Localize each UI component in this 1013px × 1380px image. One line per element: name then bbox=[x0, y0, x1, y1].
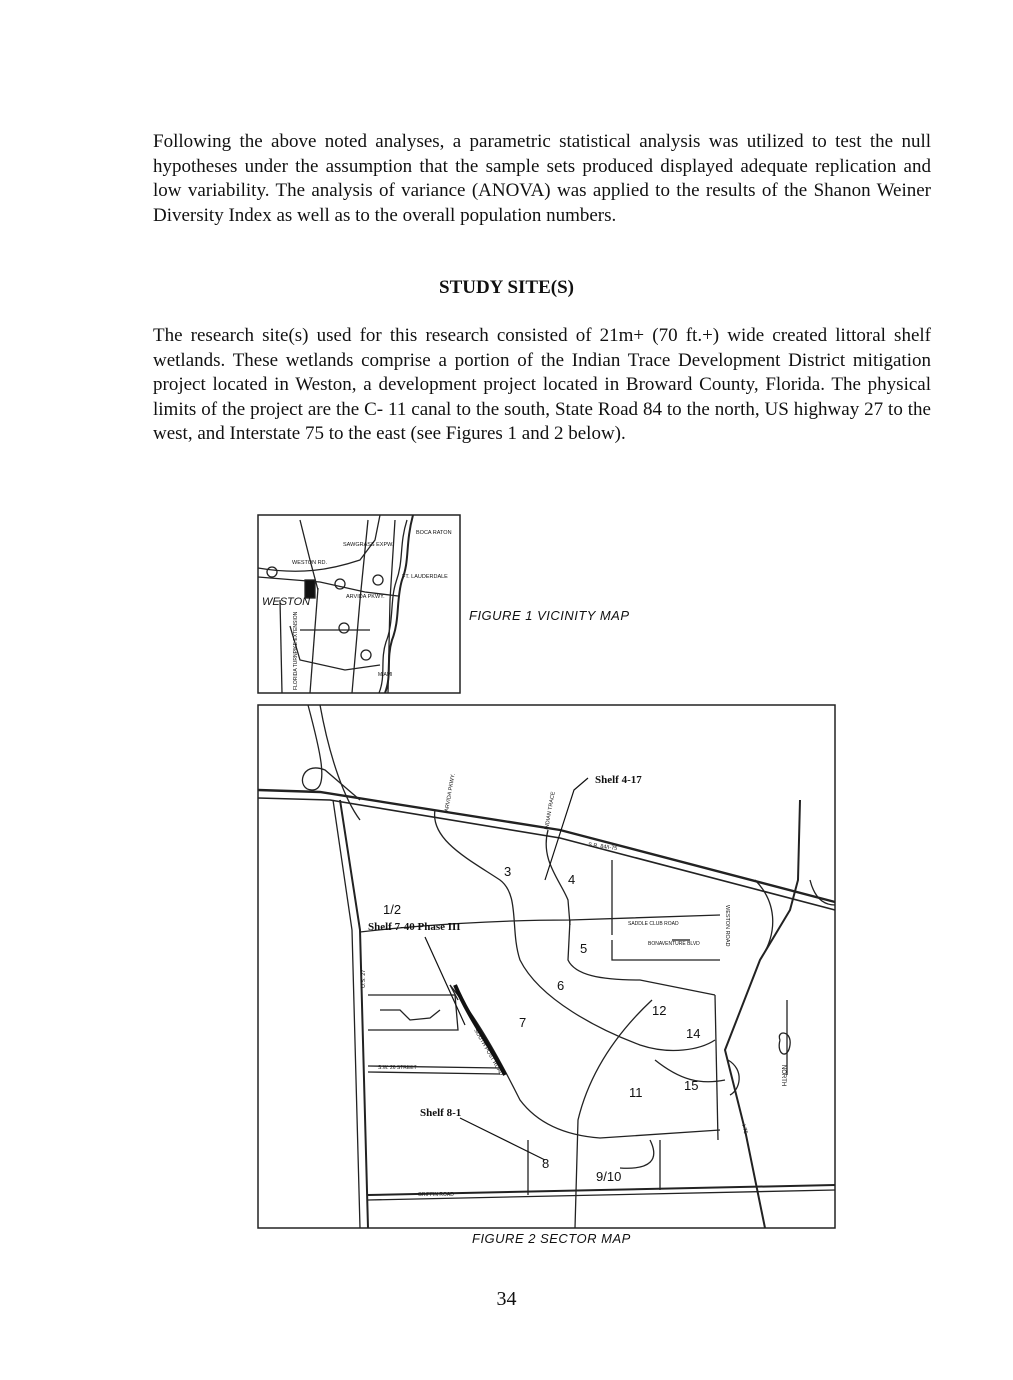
sector-label: 11 bbox=[629, 1085, 643, 1100]
road-arvida: ARVIDA PKWY. bbox=[444, 773, 457, 813]
sector-label: 9/10 bbox=[596, 1169, 622, 1184]
sector-label: 6 bbox=[557, 978, 565, 993]
road-griffin: GRIFFIN ROAD bbox=[418, 1192, 454, 1198]
callout-shelf-7-40: Shelf 7-40 Phase III bbox=[368, 921, 461, 933]
label-arvida: ARVIDA PKWY. bbox=[346, 594, 385, 600]
sector-label: 12 bbox=[652, 1003, 667, 1018]
label-weston: WESTON bbox=[262, 596, 311, 608]
paragraph-study-site: The research site(s) used for this research consisted of 21m+ (70 ft.+) wide created littoral shelf wetlands. These wetlands comprise a portion of the Indian Trace Development District mitigation project located in Weston, a development project located in Broward County, Florida. The physical limits of the project are the C- 11 canal to the south, State Road 84 to the north, US highway 27 to the west, and Interstate 75 to the east (see Figures 1 and 2 below). bbox=[153, 325, 931, 445]
callout-shelf-8-1: Shelf 8-1 bbox=[420, 1107, 462, 1119]
sector-label: 5 bbox=[580, 941, 588, 956]
sector-label: 1/2 bbox=[383, 902, 402, 917]
section-heading: STUDY SITE(S) bbox=[439, 277, 574, 298]
sector-numbers bbox=[383, 864, 700, 1184]
figure-2-caption: FIGURE 2 SECTOR MAP bbox=[472, 1231, 631, 1246]
road-i75: I-75 bbox=[740, 1123, 749, 1135]
sector-label: 8 bbox=[542, 1156, 550, 1171]
paragraph-analysis: Following the above noted analyses, a parametric statistical analysis was utilized to test the null hypotheses under the assumption that the sample sets produced displayed adequate replication and low variability. The analysis of variance (ANOVA) was applied to the results of the Shanon Weiner Diversity Index as well as to the overall population numbers. bbox=[153, 131, 931, 226]
sector-label: 7 bbox=[519, 1015, 527, 1030]
callout-shelf-4-17: Shelf 4-17 bbox=[595, 774, 642, 786]
page-number: 34 bbox=[496, 1288, 517, 1310]
sector-label: 3 bbox=[504, 864, 512, 879]
road-us27: U.S. 27 bbox=[361, 969, 367, 988]
road-bonaventure: BONAVENTURE BLVD bbox=[648, 941, 700, 947]
figure-1-caption: FIGURE 1 VICINITY MAP bbox=[469, 608, 630, 623]
label-ft-lauderdale: FT. LAUDERDALE bbox=[402, 574, 448, 580]
vicinity-map-labels bbox=[262, 530, 452, 690]
label-florida-turnpike: FLORIDA TURNPIKE EXTENSION bbox=[293, 611, 299, 690]
label-miami: MIAMI bbox=[378, 672, 393, 678]
road-sr84: S.R. 84/I-75 bbox=[587, 842, 618, 853]
road-saddle-club: SADDLE CLUB ROAD bbox=[628, 921, 679, 927]
label-boca-raton: BOCA RATON bbox=[416, 530, 452, 536]
road-indian-trace: INDIAN TRACE bbox=[544, 791, 557, 831]
sector-label: 14 bbox=[686, 1026, 701, 1041]
label-sawgrass: SAWGRASS EXPW. bbox=[343, 542, 394, 548]
road-sw26: S.W. 26 STREET bbox=[378, 1065, 417, 1071]
sector-label: 15 bbox=[684, 1078, 699, 1093]
road-south-post: SOUTH POST ROAD bbox=[472, 1028, 505, 1077]
label-north: NORTH bbox=[780, 1065, 786, 1087]
label-weston-rd: WESTON RD. bbox=[292, 560, 328, 566]
sector-label: 4 bbox=[568, 872, 576, 887]
road-weston-road: WESTON ROAD bbox=[724, 905, 730, 947]
sector-map bbox=[258, 705, 835, 1228]
callout-leaders bbox=[425, 778, 690, 1160]
